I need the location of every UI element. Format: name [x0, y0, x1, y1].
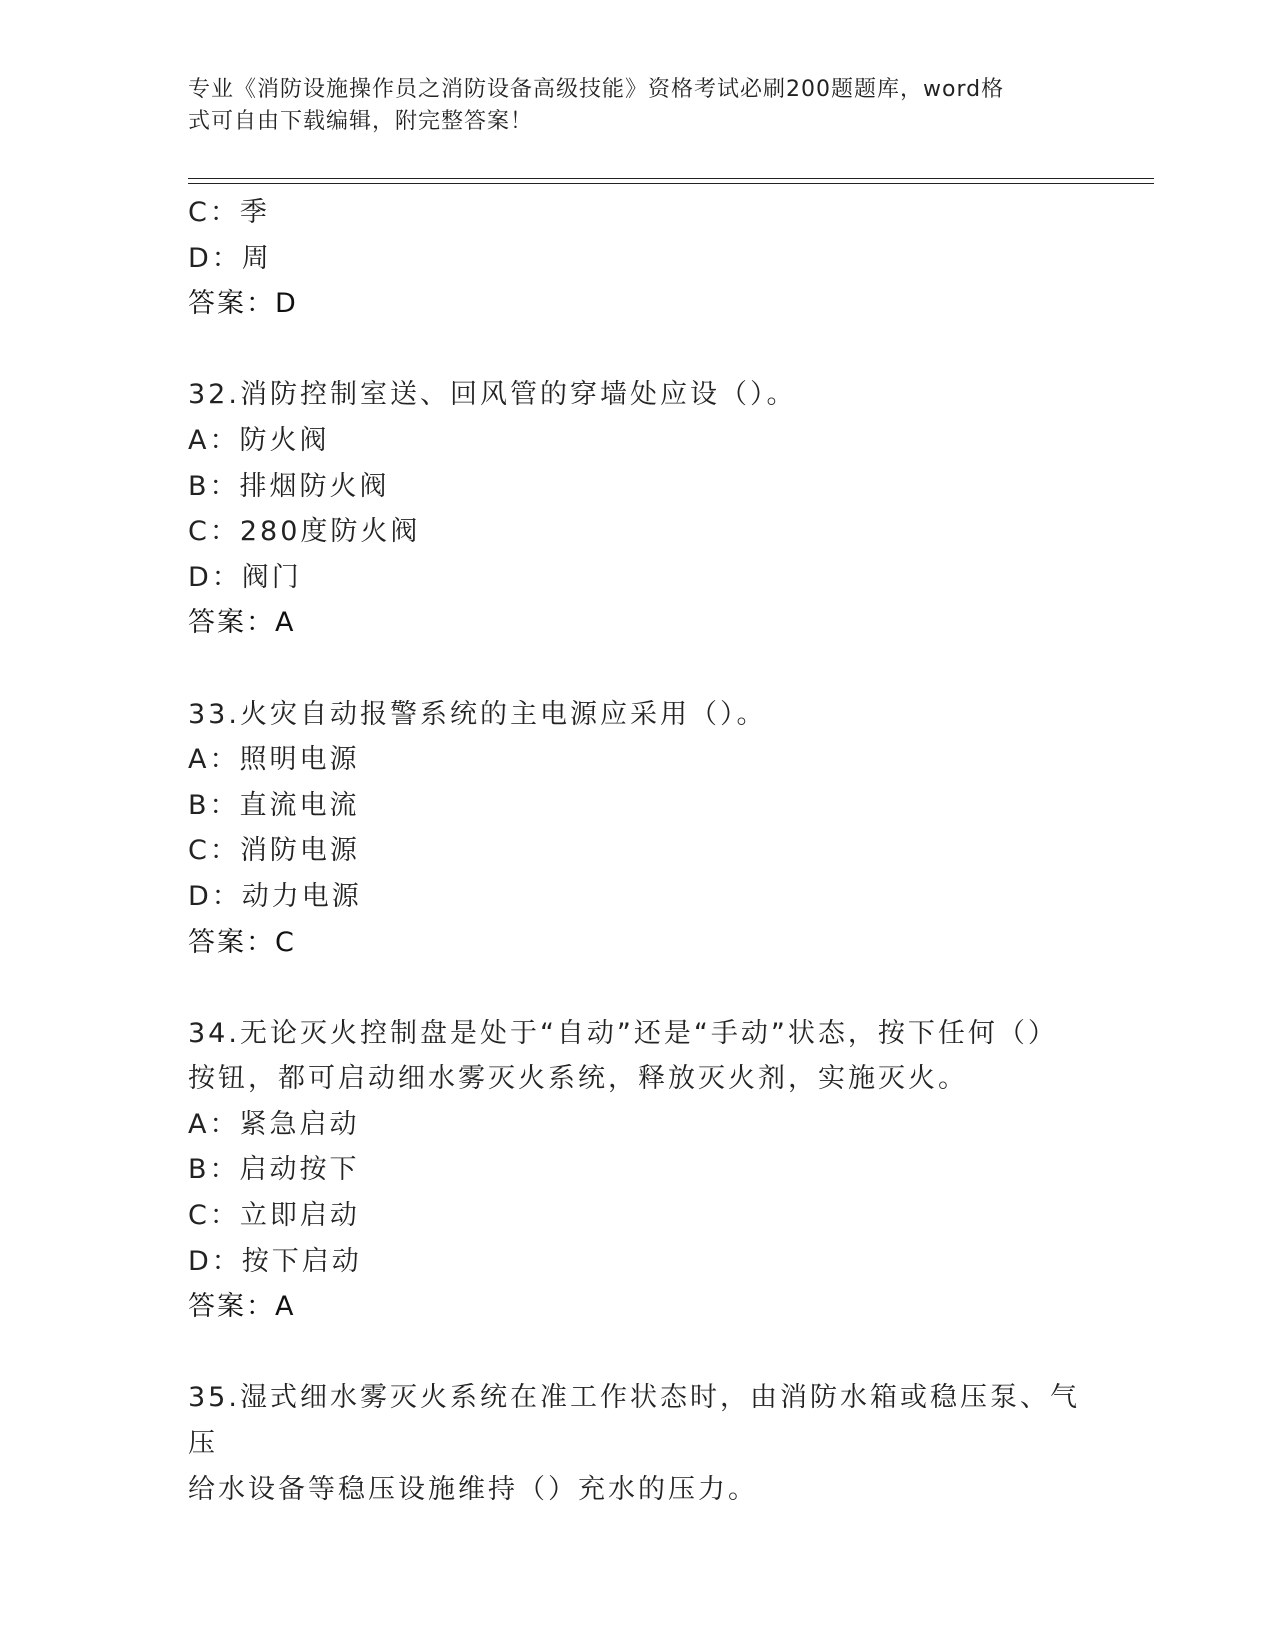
option-b: B：排烟防火阀 — [188, 470, 390, 502]
option-b: B：启动按下 — [188, 1154, 360, 1186]
option-a: A：紧急启动 — [188, 1108, 360, 1140]
previous-question-tail — [188, 190, 1088, 327]
option-d: D：阀门 — [188, 561, 302, 593]
spacer — [188, 965, 1088, 1011]
option-c: C：季 — [188, 197, 270, 228]
question-list — [188, 190, 1088, 1512]
question-stem-line-2: 按钮，都可启动细水雾灭火系统，释放灭火剂，实施灭火。 — [188, 1063, 968, 1095]
question-32 — [188, 372, 1088, 646]
question-33 — [188, 692, 1088, 966]
header-divider-top — [188, 178, 1154, 179]
question-stem-line-1: 35.湿式细水雾灭火系统在准工作状态时，由消防水箱或稳压泵、气压 — [188, 1382, 1080, 1460]
option-d: D：动力电源 — [188, 880, 362, 912]
answer-line: 答案：D — [188, 288, 298, 320]
question-stem-line-2: 给水设备等稳压设施维持（）充水的压力。 — [188, 1473, 758, 1505]
option-c: C：消防电源 — [188, 835, 360, 867]
option-a: A：照明电源 — [188, 744, 360, 776]
answer-line: 答案：C — [188, 926, 296, 958]
header-line-1: 专业《消防设施操作员之消防设备高级技能》资格考试必刷200题题库，word格 — [188, 77, 1005, 102]
spacer — [188, 646, 1088, 692]
option-b: B：直流电流 — [188, 789, 360, 821]
question-35 — [188, 1375, 1088, 1512]
answer-line: 答案：A — [188, 607, 296, 639]
header-line-2: 式可自由下载编辑，附完整答案！ — [188, 109, 534, 134]
option-c: C：立即启动 — [188, 1200, 360, 1232]
question-stem-line-1: 34.无论灭火控制盘是处于“自动”还是“手动”状态，按下任何（） — [188, 1017, 1058, 1049]
answer-line: 答案：A — [188, 1291, 296, 1323]
question-stem: 32.消防控制室送、回风管的穿墙处应设（）。 — [188, 379, 797, 411]
question-stem: 33.火灾自动报警系统的主电源应采用（）。 — [188, 698, 767, 730]
document-header — [188, 74, 1088, 138]
spacer — [188, 327, 1088, 373]
question-34 — [188, 1011, 1088, 1330]
header-divider-bottom — [188, 183, 1154, 184]
option-c: C：280度防火阀 — [188, 516, 421, 548]
option-d: D：按下启动 — [188, 1245, 362, 1277]
option-d: D：周 — [188, 242, 272, 274]
spacer — [188, 1330, 1088, 1376]
option-a: A：防火阀 — [188, 424, 330, 456]
